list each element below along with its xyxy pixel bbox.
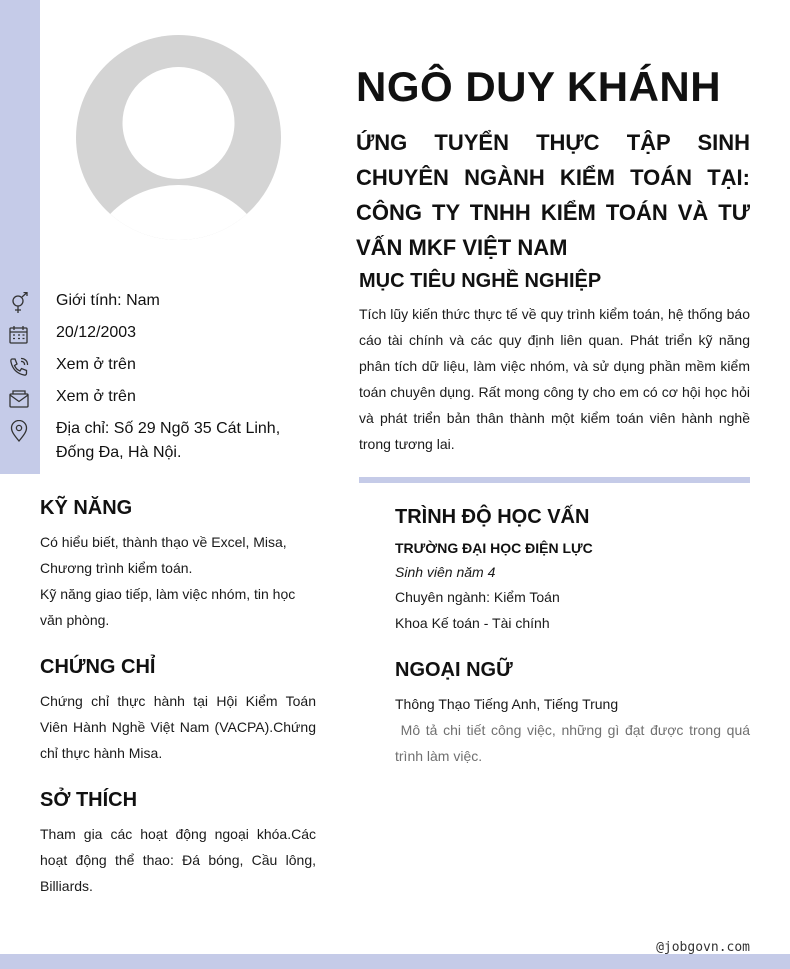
application-title: ỨNG TUYỂN THỰC TẬP SINH CHUYÊN NGÀNH KIỂM TOÁN TẠI: CÔNG TY TNHH KIỂM TOÁN VÀ TƯ VẤN MKF VIỆT NAM (356, 130, 750, 260)
watermark: @jobgovn.com (656, 940, 750, 955)
hobbies-text: Tham gia các hoạt động ngoại khóa.Các hoạt động thể thao: Đá bóng, Cầu lông, Billiards. (40, 826, 316, 894)
candidate-name: NGÔ DUY KHÁNH (356, 63, 722, 110)
phone-text: Xem ở trên (56, 356, 136, 373)
skills-line-2: Kỹ năng giao tiếp, làm việc nhóm, tin học văn phòng. (40, 586, 296, 628)
calendar-icon (8, 324, 30, 346)
school-name: TRƯỜNG ĐẠI HỌC ĐIỆN LỰC (395, 540, 593, 556)
certificates-title: CHỨNG CHỈ (40, 656, 156, 678)
gender-text: Giới tính: Nam (56, 292, 160, 309)
birthday-text: 20/12/2003 (56, 324, 137, 341)
faculty-text: Khoa Kế toán - Tài chính (395, 615, 550, 631)
avatar (76, 35, 281, 240)
email-text: Xem ở trên (56, 388, 136, 405)
gender-icon (8, 292, 30, 314)
skills-title: KỸ NĂNG (40, 497, 133, 519)
education-title: TRÌNH ĐỘ HỌC VẤN (395, 506, 590, 528)
objective-text: Tích lũy kiến thức thực tế về quy trình kiểm toán, hệ thống báo cáo tài chính và các quy định liên quan. Phát triển kỹ năng phân tích dữ liệu, làm việc nhóm, và sử dụng phần mềm kiểm toán chuyên dụng. Rất mong công ty cho em có cơ hội học hỏi và phát triển bản thân thành một kiểm toán viên hành nghề trong tương lai. (359, 306, 750, 452)
footer-accent-bar (0, 954, 790, 969)
languages-description: Mô tả chi tiết công việc, những gì đạt được trong quá trình làm việc. (395, 722, 754, 764)
phone-icon (8, 356, 30, 378)
certificates-text: Chứng chỉ thực hành tại Hội Kiểm Toán Viên Hành Nghề Việt Nam (VACPA).Chứng chỉ thực hành Misa. (40, 693, 316, 761)
mail-icon (8, 388, 30, 410)
languages-title: NGOẠI NGỮ (395, 659, 513, 681)
study-year: Sinh viên năm 4 (395, 564, 496, 580)
location-icon (8, 420, 30, 442)
hobbies-title: SỞ THÍCH (40, 789, 138, 811)
languages-text: Thông Thạo Tiếng Anh, Tiếng Trung (395, 696, 619, 712)
address-text: Địa chỉ: Số 29 Ngõ 35 Cát Linh, Đống Đa, Hà Nội. (56, 420, 281, 461)
major-text: Chuyên ngành: Kiểm Toán (395, 589, 560, 605)
section-divider (359, 477, 750, 483)
objective-title: MỤC TIÊU NGHỀ NGHIỆP (359, 270, 602, 292)
skills-line-1: Có hiểu biết, thành thạo về Excel, Misa, Chương trình kiểm toán. (40, 534, 287, 576)
